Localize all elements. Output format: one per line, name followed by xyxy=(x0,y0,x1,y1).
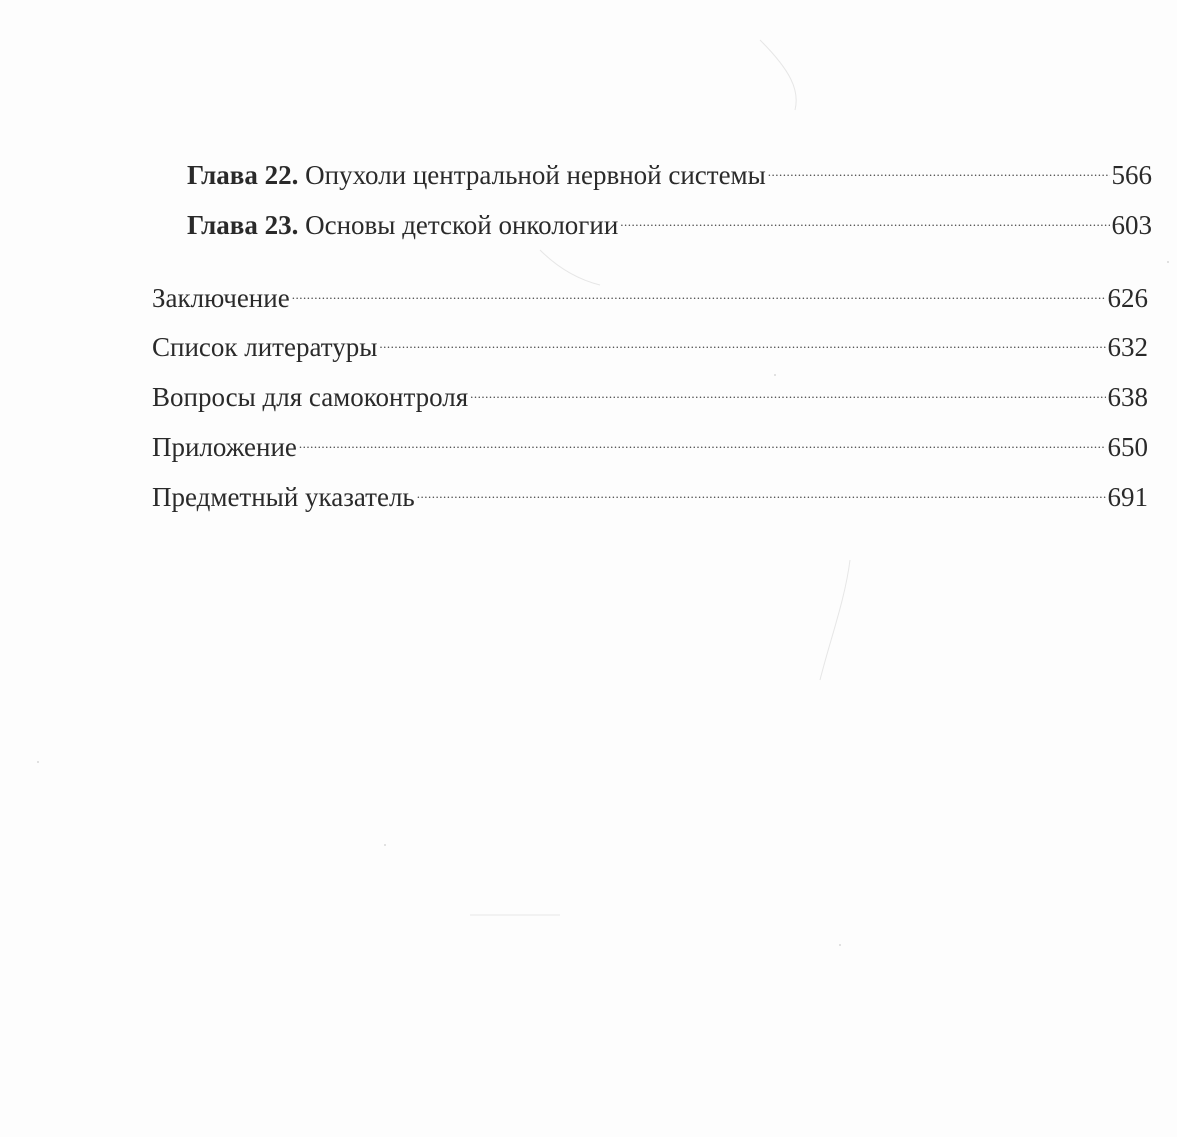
dot-leader xyxy=(470,374,1105,406)
chapter-prefix: Глава 23. xyxy=(187,210,299,240)
dot-leader xyxy=(620,202,1109,234)
section-title: Заключение xyxy=(152,283,290,313)
section-title: Предметный указатель xyxy=(152,482,415,512)
toc-entry-title xyxy=(187,159,766,191)
toc-entry-subject-index[interactable] xyxy=(152,474,1148,513)
toc-entry-chapter-23[interactable] xyxy=(187,202,1152,241)
page-number: 638 xyxy=(1107,382,1148,412)
toc-entry-appendix[interactable] xyxy=(152,424,1148,463)
dot-leader xyxy=(417,474,1106,506)
dot-leader xyxy=(299,424,1106,456)
section-title: Приложение xyxy=(152,432,297,462)
page-number: 691 xyxy=(1107,482,1148,512)
toc-entry-chapter-22[interactable] xyxy=(187,152,1152,191)
chapter-title: Опухоли центральной нервной системы xyxy=(305,160,766,190)
page-number: 603 xyxy=(1111,210,1152,240)
dot-leader xyxy=(292,275,1106,307)
page-number: 566 xyxy=(1111,160,1152,190)
toc-entry-conclusion[interactable] xyxy=(152,275,1148,314)
toc-entry-title xyxy=(187,209,618,241)
toc-entry-references[interactable] xyxy=(152,324,1148,363)
chapter-prefix: Глава 22. xyxy=(187,160,299,190)
page-number: 650 xyxy=(1107,432,1148,462)
page-number: 626 xyxy=(1107,283,1148,313)
page-number: 632 xyxy=(1107,332,1148,362)
dot-leader xyxy=(768,152,1110,184)
toc-entry-self-check-questions[interactable] xyxy=(152,374,1148,413)
section-title: Список литературы xyxy=(152,332,378,362)
chapter-title: Основы детской онкологии xyxy=(305,210,619,240)
dot-leader xyxy=(379,324,1105,356)
section-title: Вопросы для самоконтроля xyxy=(152,382,469,412)
